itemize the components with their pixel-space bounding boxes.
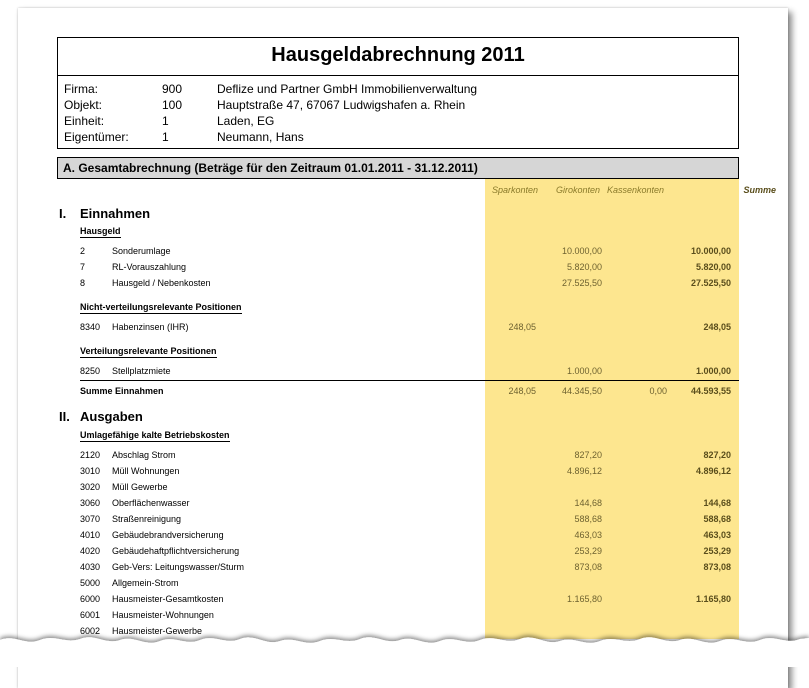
row-name: Habenzinsen (IHR) — [112, 322, 189, 332]
row-name: Hausgeld / Nebenkosten — [112, 278, 211, 288]
title-divider — [57, 75, 739, 76]
row-name: Hausmeister-Gesamtkosten — [112, 594, 224, 604]
row-sum: 248,05 — [703, 322, 731, 332]
row-name: Straßenreinigung — [112, 514, 182, 524]
row-code: 6000 — [80, 594, 101, 604]
row-giro: 27.525,50 — [561, 278, 602, 288]
row-name: Hausmeister-Gewerbe — [112, 626, 203, 636]
row-code: 8250 — [80, 366, 101, 376]
row-sum: 253,29 — [703, 546, 731, 556]
row-name: Gebäudehaftpflichtversicherung — [112, 546, 240, 556]
row-name: Oberflächenwasser — [112, 498, 190, 508]
row-code: 6002 — [80, 626, 101, 636]
row-code: 3060 — [80, 498, 101, 508]
row-sum: 827,20 — [703, 450, 731, 460]
row-sum: 144,68 — [703, 498, 731, 508]
info-code-objekt: 100 — [162, 98, 183, 112]
col-header-kasse: Kassenkonten — [607, 185, 665, 195]
info-code-eigentuemer: 1 — [162, 130, 169, 144]
ausgaben-number: II. — [59, 409, 70, 424]
row-sum: 463,03 — [703, 530, 731, 540]
row-giro: 253,29 — [574, 546, 602, 556]
total-label: Summe Einnahmen — [80, 386, 164, 396]
row-name: Müll Gewerbe — [112, 482, 168, 492]
row-code: 3070 — [80, 514, 101, 524]
col-header-giro: Girokonten — [556, 185, 601, 195]
row-code: 8 — [80, 278, 86, 288]
hausgeld-heading: Hausgeld — [80, 226, 121, 236]
row-code: 8340 — [80, 322, 101, 332]
row-code: 2 — [80, 246, 86, 256]
row-code: 4010 — [80, 530, 101, 540]
row-name: Allgemein-Strom — [112, 578, 179, 588]
einnahmen-number: I. — [59, 206, 67, 221]
info-label-firma: Firma: — [64, 82, 98, 96]
row-name: Abschlag Strom — [112, 450, 176, 460]
row-giro: 4.896,12 — [566, 466, 602, 476]
row-spar: 248,05 — [508, 322, 536, 332]
ausgaben-title: Ausgaben — [80, 409, 143, 424]
nv-heading: Nicht-verteilungsrelevante Positionen — [80, 302, 242, 312]
row-sum: 5.820,00 — [695, 262, 731, 272]
row-name: Sonderumlage — [112, 246, 171, 256]
section-a-title: A. Gesamtabrechnung (Beträge für den Zeitraum 01.01.2011 - 31.12.2011) — [63, 161, 478, 175]
row-sum: 588,68 — [703, 514, 731, 524]
row-giro: 144,68 — [574, 498, 602, 508]
info-code-firma: 900 — [162, 82, 183, 96]
row-sum: 873,08 — [703, 562, 731, 572]
total-giro: 44.345,50 — [561, 386, 602, 396]
info-value-firma: Deflize und Partner GmbH Immobilienverwaltung — [217, 82, 478, 96]
row-name: Hausmeister-Wohnungen — [112, 610, 214, 620]
row-name: Stellplatzmiete — [112, 366, 171, 376]
row-sum: 1.165,80 — [695, 594, 731, 604]
total-rule — [80, 380, 739, 381]
info-label-eigentuemer: Eigentümer: — [64, 130, 129, 144]
info-label-einheit: Einheit: — [64, 114, 105, 128]
row-giro: 1.000,00 — [566, 366, 602, 376]
row-code: 3020 — [80, 482, 101, 492]
info-value-eigentuemer: Neumann, Hans — [217, 130, 304, 144]
row-giro: 463,03 — [574, 530, 602, 540]
col-header-summe: Summe — [743, 185, 776, 195]
row-code: 6001 — [80, 610, 101, 620]
row-name: RL-Vorauszahlung — [112, 262, 187, 272]
ausgaben-sub-heading: Umlagefähige kalte Betriebskosten — [80, 430, 230, 440]
col-header-spar: Sparkonten — [492, 185, 539, 195]
row-name: Gebäudebrandversicherung — [112, 530, 224, 540]
row-giro: 873,08 — [574, 562, 602, 572]
row-code: 2120 — [80, 450, 101, 460]
row-giro: 827,20 — [574, 450, 602, 460]
row-sum: 4.896,12 — [695, 466, 731, 476]
row-name: Müll Wohnungen — [112, 466, 180, 476]
document-title: Hausgeldabrechnung 2011 — [271, 44, 525, 66]
row-code: 3010 — [80, 466, 101, 476]
info-label-objekt: Objekt: — [64, 98, 103, 112]
info-code-einheit: 1 — [162, 114, 169, 128]
row-giro: 1.165,80 — [566, 594, 602, 604]
row-sum: 10.000,00 — [690, 246, 731, 256]
total-kasse: 0,00 — [649, 386, 667, 396]
total-spar: 248,05 — [508, 386, 536, 396]
row-sum: 1.000,00 — [695, 366, 731, 376]
torn-edge — [0, 620, 809, 667]
row-code: 4020 — [80, 546, 101, 556]
info-value-objekt: Hauptstraße 47, 67067 Ludwigshafen a. Rhein — [217, 98, 466, 112]
row-giro: 5.820,00 — [566, 262, 602, 272]
row-code: 7 — [80, 262, 86, 272]
row-giro: 588,68 — [574, 514, 602, 524]
info-value-einheit: Laden, EG — [217, 114, 275, 128]
einnahmen-title: Einnahmen — [80, 206, 151, 221]
total-sum: 44.593,55 — [690, 386, 731, 396]
row-sum: 27.525,50 — [690, 278, 731, 288]
row-name: Geb-Vers: Leitungswasser/Sturm — [112, 562, 245, 572]
row-code: 5000 — [80, 578, 101, 588]
row-giro: 10.000,00 — [561, 246, 602, 256]
row-code: 4030 — [80, 562, 101, 572]
v-heading: Verteilungsrelevante Positionen — [80, 346, 217, 356]
